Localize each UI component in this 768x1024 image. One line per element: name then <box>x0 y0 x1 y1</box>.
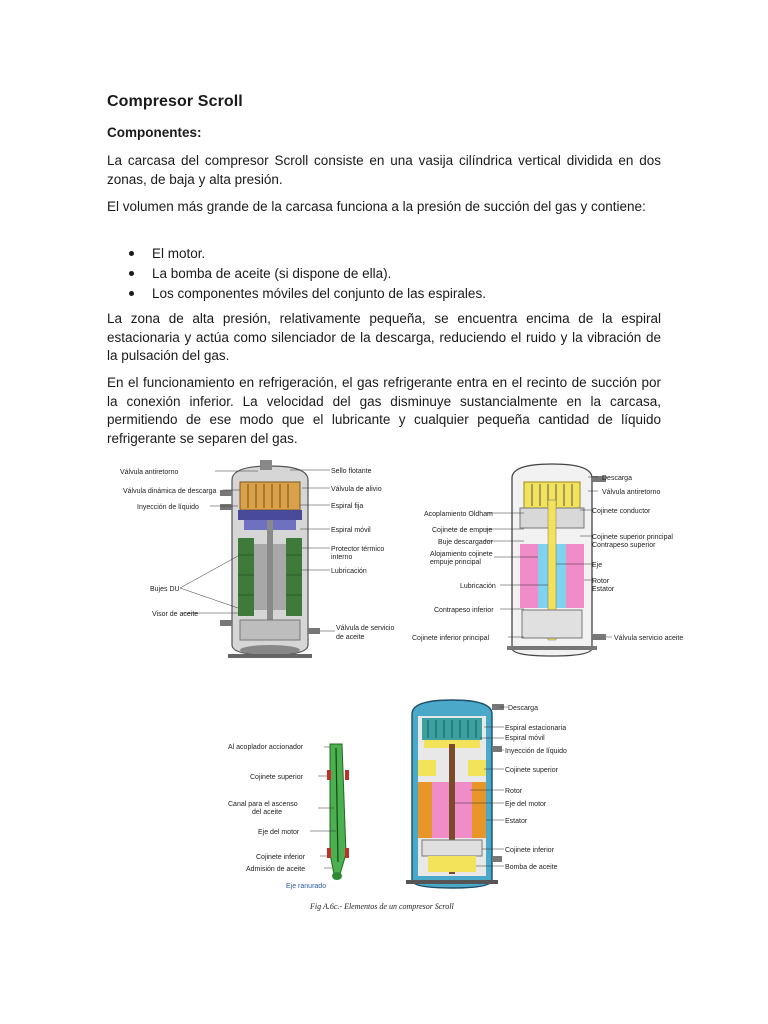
label-sello-flotante: Sello flotante <box>331 468 372 475</box>
label-espiral-fija: Espiral fija <box>331 503 364 510</box>
label-valvula-servicio-2: de aceite <box>336 634 365 641</box>
figure-caption: Fig A.6c.- Elementos de un compresor Scroll <box>310 902 454 911</box>
label-contrapeso-inferior: Contrapeso inferior <box>434 607 494 614</box>
section-heading: Componentes: <box>107 125 202 140</box>
label-eje-motor: Eje del motor <box>258 829 300 836</box>
label-valvula-dinamica: Válvula dinámica de descarga <box>123 488 217 495</box>
label-cojinete-conductor: Cojinete conductor <box>592 508 651 515</box>
label-valvula-servicio-aceite: Válvula servicio aceite <box>614 635 684 642</box>
label-acoplador-accionador: Al acoplador accionador <box>228 744 304 751</box>
compressor-section-figure-2 <box>412 460 694 660</box>
label-cojinete-superior-principal: Cojinete superior principal <box>592 534 673 541</box>
label-descarga-2: Descarga <box>508 705 538 712</box>
paragraph-3: La zona de alta presión, relativamente pequeña, se encuentra encima de la espiral estacionaria y actúa como silenciador de la descarga, reduciendo el ruido y la vibración de la pulsación del gas. <box>107 311 661 363</box>
label-acoplamiento-oldham: Acoplamiento Oldham <box>424 511 493 518</box>
label-cojinete-superior-2: Cojinete superior <box>505 767 558 774</box>
label-valvula-servicio: Válvula de servicio <box>336 625 395 632</box>
label-bujes-du: Bujes DU <box>150 586 180 593</box>
label-lubricacion-2: Lubricación <box>460 583 496 590</box>
label-rotor: Rotor <box>592 578 610 585</box>
label-estator: Estator <box>592 586 615 593</box>
label-protector-termico-2: interno <box>331 554 353 561</box>
label-cojinete-empuje: Cojinete de empuje <box>432 527 493 534</box>
label-protector-termico: Protector térmico <box>331 546 385 553</box>
label-valvula-antiretorno-2: Válvula antiretorno <box>602 489 661 496</box>
label-buje-descargador: Buje descargador <box>438 539 493 546</box>
list-item: Los componentes móviles del conjunto de las espirales. <box>107 284 486 304</box>
paragraph-4: En el funcionamiento en refrigeración, el gas refrigerante entra en el recinto de succión por la conexión inferior. La velocidad del gas disminuye sustancialmente en la carcasa, permitiendo de ese modo que el lubricante y cualquier pequeña cantidad de líquido refrigerante se separen del gas. <box>107 375 661 446</box>
bullet-icon <box>129 291 134 296</box>
paragraph-2: El volumen más grande de la carcasa funciona a la presión de succión del gas y contiene: <box>107 199 646 214</box>
shaft-detail-figure-3 <box>224 736 354 896</box>
label-inyeccion-liquido-2: Inyección de líquido <box>505 748 567 755</box>
label-contrapeso-superior: Contrapeso superior <box>592 542 656 549</box>
bullet-icon <box>129 271 134 276</box>
label-bomba-aceite: Bomba de aceite <box>505 864 558 871</box>
label-descarga: Descarga <box>602 475 632 482</box>
label-admision-aceite: Admisión de aceite <box>246 866 306 873</box>
bullet-icon <box>129 251 134 256</box>
label-alojamiento-cojinete-2: empuje principal <box>430 559 481 566</box>
label-cojinete-superior: Cojinete superior <box>250 774 303 781</box>
label-eje: Eje <box>592 562 603 569</box>
bullet-list <box>107 244 486 304</box>
label-alojamiento-cojinete: Alojamiento cojinete <box>430 551 493 558</box>
label-valvula-alivio: Válvula de alivio <box>331 486 382 493</box>
label-lubricacion: Lubricación <box>331 568 367 575</box>
label-canal-ascenso: Canal para el ascenso <box>228 801 298 808</box>
list-item: La bomba de aceite (si dispone de ella). <box>107 264 486 284</box>
label-estator-2: Estator <box>505 818 528 825</box>
compressor-section-figure-4 <box>404 694 594 890</box>
page-title: Compresor Scroll <box>107 93 243 110</box>
compressor-cutaway-figure-1 <box>120 460 410 670</box>
label-espiral-movil-2: Espiral móvil <box>505 735 545 742</box>
label-cojinete-inferior-2: Cojinete inferior <box>505 847 555 854</box>
label-canal-ascenso-2: del aceite <box>252 809 282 816</box>
label-visor-aceite: Visor de aceite <box>152 611 199 618</box>
label-cojinete-inferior: Cojinete inferior <box>256 854 306 861</box>
list-item: El motor. <box>107 244 486 264</box>
label-inyeccion-liquido: Inyección de líquido <box>137 504 199 511</box>
label-eje-motor-2: Eje del motor <box>505 801 547 808</box>
label-eje-ranurado: Eje ranurado <box>286 883 327 890</box>
label-espiral-estacionaria: Espiral estacionaria <box>505 725 567 732</box>
label-rotor-2: Rotor <box>505 788 523 795</box>
label-espiral-movil: Espiral móvil <box>331 527 371 534</box>
label-cojinete-inferior-principal: Cojinete inferior principal <box>412 635 490 642</box>
paragraph-1: La carcasa del compresor Scroll consiste en una vasija cilíndrica vertical dividida en dos zonas, de baja y alta presión. <box>107 153 661 187</box>
label-valvula-antiretorno: Válvula antiretorno <box>120 469 179 476</box>
